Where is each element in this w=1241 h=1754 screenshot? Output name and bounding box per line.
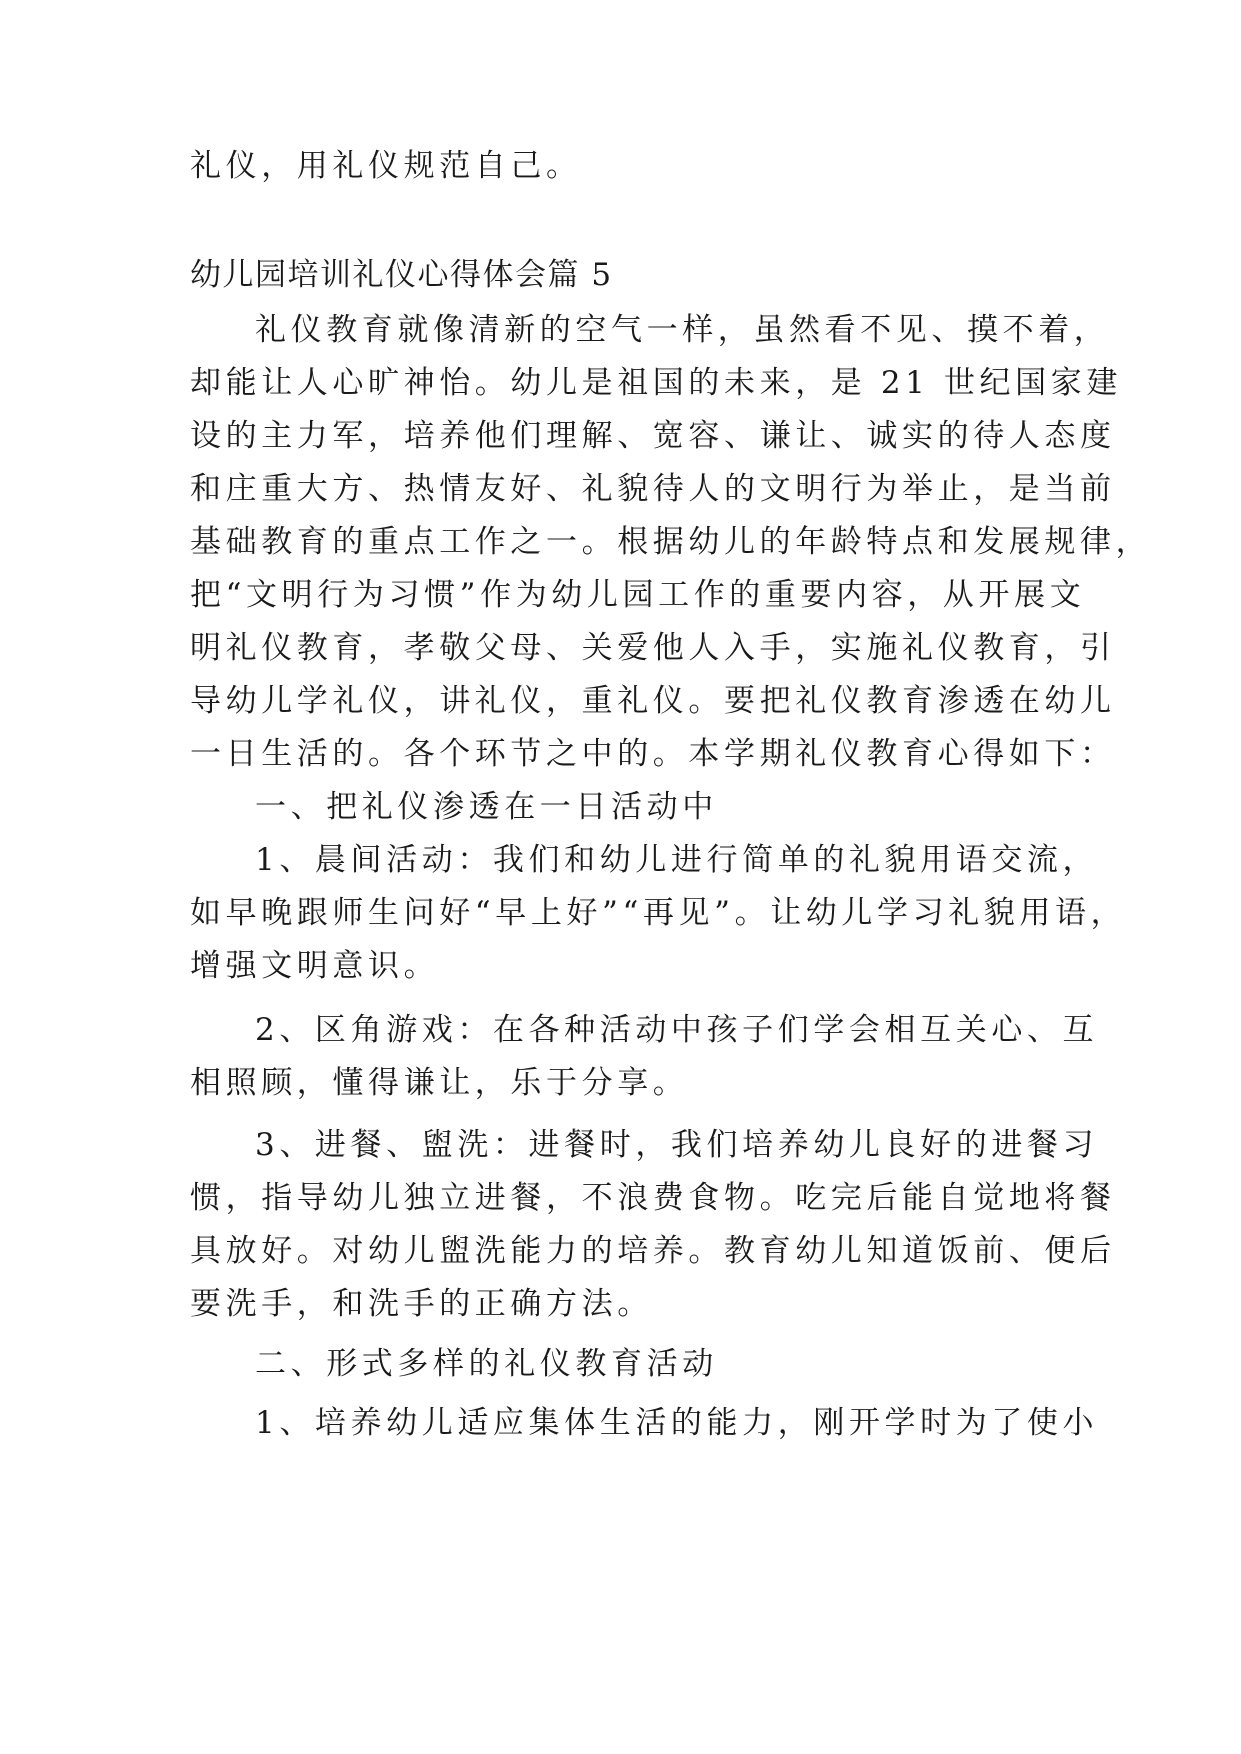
text-line: 礼仪，用礼仪规范自己。 — [190, 148, 582, 184]
text-line: 基础教育的重点工作之一。根据幼儿的年龄特点和发展规律， — [190, 524, 1152, 560]
text-line: 相照顾，懂得谦让，乐于分享。 — [190, 1065, 689, 1101]
text-line: 礼仪教育就像清新的空气一样，虽然看不见、摸不着， — [255, 312, 1110, 348]
text-line: 把“文明行为习惯”作为幼儿园工作的重要内容，从开展文 — [190, 577, 1086, 613]
text-line: 一日生活的。各个环节之中的。本学期礼仪教育心得如下： — [190, 736, 1116, 772]
text-line: 增强文明意识。 — [190, 948, 440, 984]
subsection-heading: 二、形式多样的礼仪教育活动 — [255, 1346, 718, 1382]
text-line: 和庄重大方、热情友好、礼貌待人的文明行为举止，是当前 — [190, 471, 1116, 507]
text-line: 要洗手，和洗手的正确方法。 — [190, 1286, 653, 1322]
text-line: 2、区角游戏：在各种活动中孩子们学会相互关心、互 — [255, 1012, 1099, 1048]
text-line: 1、晨间活动：我们和幼儿进行简单的礼貌用语交流， — [255, 842, 1099, 878]
text-line: 明礼仪教育，孝敬父母、关爱他人入手，实施礼仪教育，引 — [190, 630, 1116, 666]
subsection-heading: 一、把礼仪渗透在一日活动中 — [255, 789, 718, 825]
text-line: 惯，指导幼儿独立进餐，不浪费食物。吃完后能自觉地将餐 — [190, 1180, 1116, 1216]
text-line: 具放好。对幼儿盥洗能力的培养。教育幼儿知道饭前、便后 — [190, 1233, 1116, 1269]
section-heading: 幼儿园培训礼仪心得体会篇 5 — [190, 257, 613, 293]
text-line: 1、培养幼儿适应集体生活的能力，刚开学时为了使小 — [255, 1405, 1099, 1441]
text-line: 导幼儿学礼仪，讲礼仪，重礼仪。要把礼仪教育渗透在幼儿 — [190, 683, 1116, 719]
text-line: 却能让人心旷神怡。幼儿是祖国的未来，是 21 世纪国家建 — [190, 365, 1122, 401]
text-line: 设的主力军，培养他们理解、宽容、谦让、诚实的待人态度 — [190, 418, 1116, 454]
text-line: 如早晚跟师生问好“早上好”“再见”。让幼儿学习礼貌用语， — [190, 895, 1127, 931]
text-line: 3、进餐、盥洗：进餐时，我们培养幼儿良好的进餐习 — [255, 1127, 1099, 1163]
